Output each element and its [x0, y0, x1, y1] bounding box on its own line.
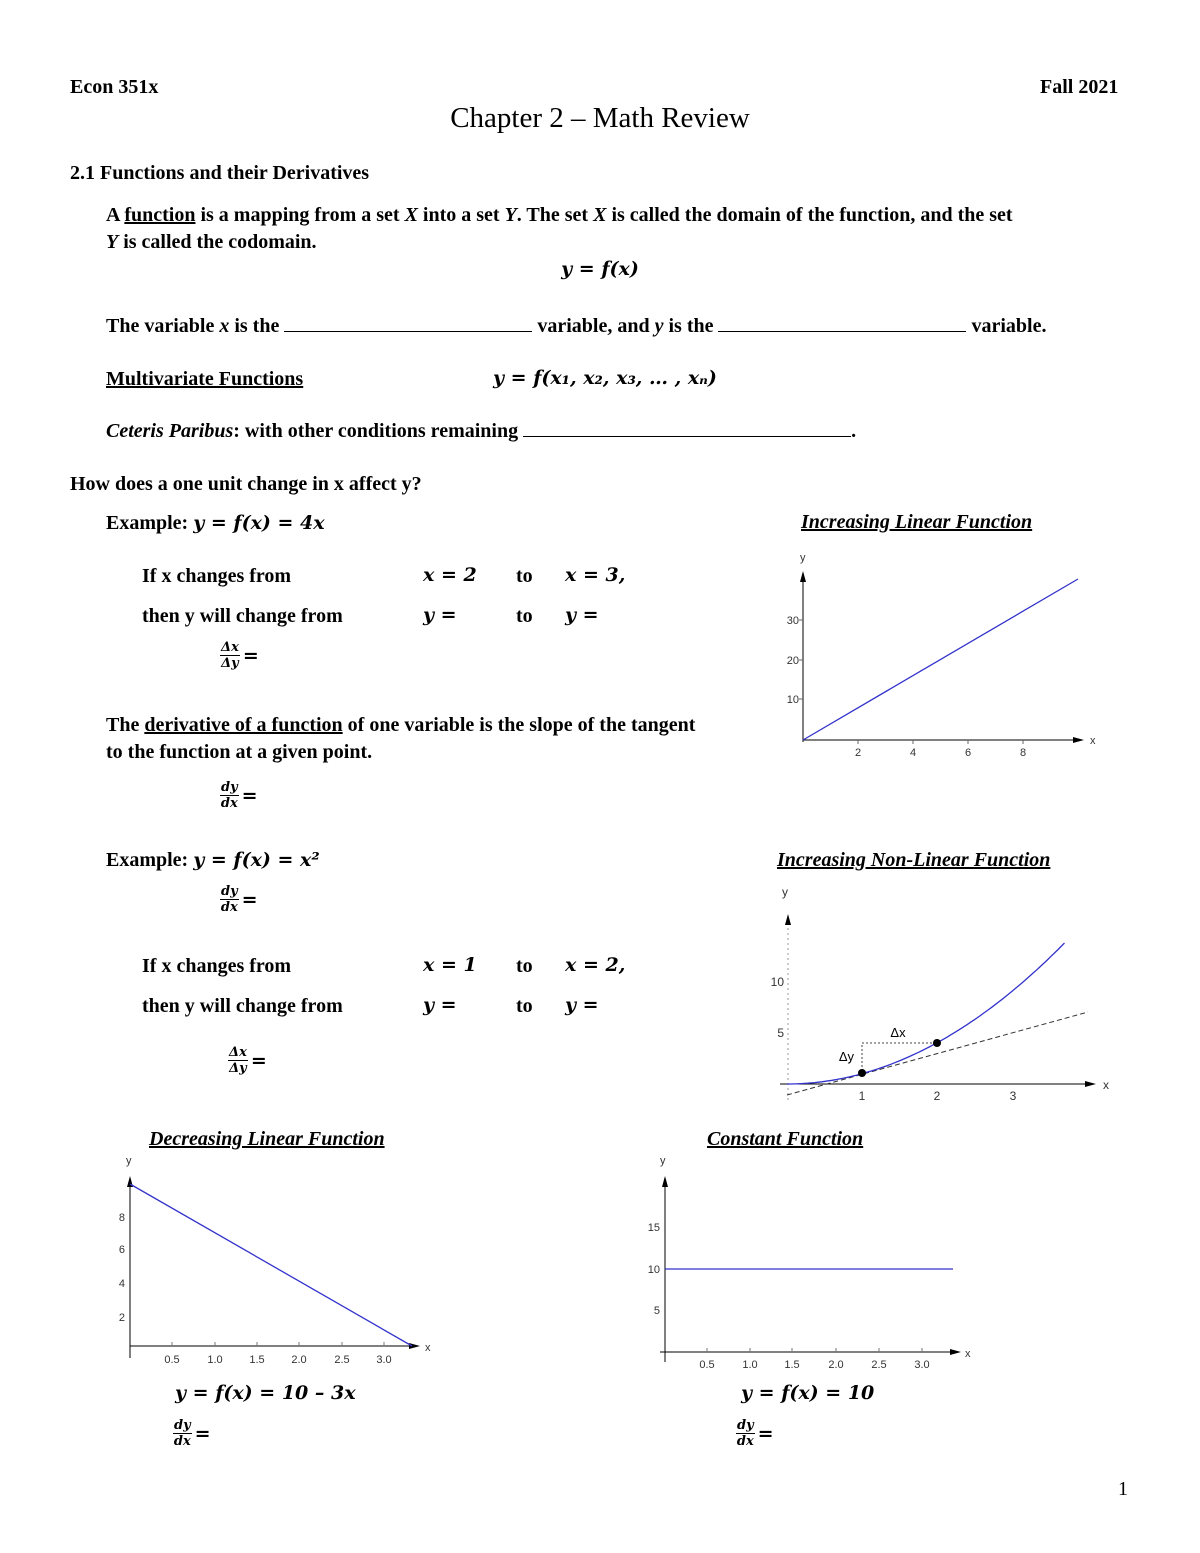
text-run: A — [106, 204, 125, 226]
x-tick-label: 2.5 — [871, 1359, 887, 1370]
function-curve — [787, 943, 1065, 1084]
y-ticks — [119, 1212, 125, 1324]
delta-x-label: Δx — [890, 1025, 906, 1040]
set-y: Y — [504, 204, 517, 226]
function-definition-line2 — [106, 230, 317, 254]
tick-marks — [707, 1348, 922, 1352]
x-axis-arrow — [1085, 1081, 1096, 1087]
frac-numerator: dy — [221, 884, 238, 899]
x-tick-label: 3.0 — [914, 1359, 930, 1370]
ex1-row2-from: y = — [423, 604, 457, 626]
x-tick-label: 2 — [854, 747, 862, 759]
y-axis-arrow — [800, 571, 806, 582]
ex1-row1-text: If x changes from — [142, 565, 292, 587]
ex2-row1-to-word: to — [516, 955, 533, 977]
x-ticks — [699, 1359, 929, 1370]
y-axis-label: y — [126, 1155, 132, 1167]
chart3-title: Decreasing Linear Function — [149, 1128, 385, 1150]
chart-increasing-nonlinear — [760, 880, 1120, 1105]
ex2-row1-from: x = 1 — [423, 954, 477, 976]
term-label: Fall 2021 — [1040, 76, 1119, 98]
tick-marks — [172, 1342, 384, 1346]
chart-decreasing-linear — [100, 1150, 445, 1370]
decreasing-derivative — [173, 1418, 211, 1449]
example-label: Example: — [106, 849, 194, 871]
example-label: Example: — [106, 512, 194, 534]
x-tick-label: 1.5 — [784, 1359, 800, 1370]
text-run: . — [851, 420, 857, 442]
set-y: Y — [106, 231, 119, 253]
equals-sign: = — [250, 1049, 267, 1072]
example2-equation: y = f(x) = x² — [193, 849, 320, 871]
blank-dependent — [718, 313, 966, 332]
frac-denominator: dx — [736, 1434, 754, 1449]
equals-sign: = — [757, 1422, 774, 1445]
x-axis-arrow — [1073, 737, 1084, 743]
function-line — [130, 1184, 412, 1346]
x-tick-label: 2.5 — [334, 1354, 350, 1366]
chart1-title: Increasing Linear Function — [801, 511, 1033, 533]
derivative-term: derivative of a function — [144, 714, 343, 736]
ex1-row1-from: x = 2 — [423, 564, 477, 586]
ex2-row1-to: x = 2, — [565, 954, 626, 976]
text-run: . The set — [516, 204, 594, 226]
derivative-ratio — [220, 780, 258, 811]
frac-denominator: dx — [220, 796, 238, 811]
frac-denominator: Δy — [221, 656, 239, 671]
derivative-definition — [106, 713, 695, 737]
y-tick-label: 10 — [770, 975, 784, 989]
example1-equation: y = f(x) = 4x — [193, 512, 325, 534]
x-tick-label: 1.0 — [207, 1354, 223, 1366]
x-axis-label: x — [1103, 1078, 1109, 1092]
y-tick-label: 10 — [647, 1264, 660, 1276]
ex2-row2-text: then y will change from — [142, 995, 343, 1017]
ex2-row2-to: y = — [565, 994, 599, 1016]
y-axis-label: y — [782, 885, 788, 899]
section-heading: 2.1 Functions and their Derivatives — [70, 162, 370, 184]
frac-denominator: dx — [173, 1434, 191, 1449]
ex1-row2-to: y = — [565, 604, 599, 626]
text-run: is called the codomain. — [118, 231, 317, 253]
x-axis-label: x — [1090, 735, 1096, 747]
derivative-definition-line2: to the function at a given point. — [106, 741, 373, 763]
x-tick-label: 3 — [1009, 1089, 1017, 1103]
y-ticks — [787, 615, 799, 706]
text-run: The variable — [106, 315, 220, 337]
multivariate-label: Multivariate Functions — [106, 368, 304, 390]
point-x1 — [858, 1069, 866, 1077]
var-x: x — [219, 315, 230, 337]
ceteris-paribus-term: Ceteris Paribus — [106, 420, 234, 442]
y-tick-label: 20 — [786, 655, 799, 667]
ceteris-paribus — [106, 418, 856, 443]
equals-sign: = — [241, 888, 258, 911]
page-title: Chapter 2 – Math Review — [450, 102, 750, 134]
ex2-delta-ratio — [228, 1045, 267, 1076]
frac-denominator: dx — [220, 900, 238, 915]
text-run: is the — [229, 315, 285, 337]
ex2-derivative-ratio — [220, 884, 258, 915]
decreasing-equation: y = f(x) = 10 – 3x — [175, 1382, 356, 1404]
chart2-title: Increasing Non-Linear Function — [777, 849, 1051, 871]
frac-numerator: dy — [221, 780, 238, 795]
ex1-row1-to-word: to — [516, 565, 533, 587]
y-axis-label: y — [660, 1155, 666, 1167]
text-run: variable, and — [532, 315, 655, 337]
y-tick-label: 15 — [647, 1222, 660, 1234]
x-tick-label: 2 — [933, 1089, 941, 1103]
text-run: variable. — [966, 315, 1047, 337]
x-ticks — [859, 1089, 1017, 1103]
chart-constant — [635, 1150, 980, 1370]
example1-heading — [106, 511, 325, 535]
x-tick-label: 1.0 — [742, 1359, 758, 1370]
ex2-row2-to-word: to — [516, 995, 533, 1017]
x-tick-label: 1.5 — [249, 1354, 265, 1366]
x-ticks — [164, 1354, 391, 1366]
x-tick-label: 0.5 — [164, 1354, 180, 1366]
page-number: 1 — [1118, 1478, 1128, 1500]
x-tick-label: 4 — [909, 747, 917, 759]
course-label: Econ 351x — [70, 76, 159, 98]
y-ticks — [771, 975, 785, 1040]
example2-heading — [106, 848, 320, 872]
blank-constant — [523, 418, 851, 437]
set-x: X — [404, 204, 418, 226]
equals-sign: = — [242, 644, 259, 667]
y-axis-label: y — [800, 552, 806, 564]
frac-numerator: Δx — [229, 1045, 247, 1060]
var-y: y — [654, 315, 664, 337]
y-tick-label: 2 — [118, 1312, 125, 1324]
ex2-row1-text: If x changes from — [142, 955, 292, 977]
text-run: of one variable is the slope of the tangent — [342, 714, 696, 736]
x-tick-label: 6 — [964, 747, 972, 759]
variable-sentence — [106, 313, 1046, 338]
tick-marks — [799, 620, 1023, 744]
text-run: : with other conditions remaining — [233, 420, 524, 442]
delta-y-label: Δy — [838, 1049, 854, 1064]
y-ticks — [648, 1222, 660, 1317]
main-equation: y = f(x) — [561, 258, 639, 280]
y-tick-label: 5 — [653, 1305, 660, 1317]
x-tick-label: 1 — [858, 1089, 866, 1103]
question: How does a one unit change in x affect y? — [70, 473, 422, 495]
constant-equation: y = f(x) = 10 — [741, 1382, 875, 1404]
x-axis-arrow — [950, 1349, 961, 1355]
multivariate-equation: y = f(x₁, x₂, x₃, … , xₙ) — [493, 367, 717, 389]
y-tick-label: 4 — [118, 1278, 125, 1290]
y-tick-label: 5 — [777, 1026, 784, 1040]
y-axis-arrow — [662, 1176, 668, 1187]
text-run: is the — [663, 315, 719, 337]
ex2-row2-from: y = — [423, 994, 457, 1016]
y-tick-label: 10 — [786, 694, 799, 706]
y-tick-label: 30 — [786, 615, 799, 627]
text-run: is a mapping from a set — [195, 204, 405, 226]
tangent-line — [787, 1012, 1088, 1095]
x-axis-label: x — [965, 1348, 971, 1360]
equals-sign: = — [194, 1422, 211, 1445]
function-term: function — [124, 204, 196, 226]
chart-increasing-linear — [770, 545, 1110, 760]
point-x2 — [933, 1039, 941, 1047]
text-run: is called the domain of the function, and the set — [606, 204, 1013, 226]
x-ticks — [855, 747, 1026, 759]
ex1-delta-ratio — [220, 640, 259, 671]
constant-derivative — [736, 1418, 774, 1449]
x-tick-label: 0.5 — [699, 1359, 715, 1370]
function-definition — [106, 203, 1013, 227]
x-tick-label: 2.0 — [828, 1359, 844, 1370]
text-run: The — [106, 714, 145, 736]
ex1-row2-to-word: to — [516, 605, 533, 627]
ex1-row2-text: then y will change from — [142, 605, 343, 627]
chart4-title: Constant Function — [707, 1128, 864, 1150]
x-tick-label: 2.0 — [291, 1354, 307, 1366]
x-tick-label: 3.0 — [376, 1354, 392, 1366]
y-axis-arrow — [785, 914, 791, 925]
function-line — [803, 579, 1078, 740]
x-axis-label: x — [425, 1342, 431, 1354]
frac-numerator: Δx — [221, 640, 239, 655]
set-x: X — [593, 204, 607, 226]
blank-independent — [284, 313, 532, 332]
frac-numerator: dy — [174, 1418, 191, 1433]
text-run: into a set — [417, 204, 505, 226]
equals-sign: = — [241, 784, 258, 807]
y-tick-label: 8 — [118, 1212, 125, 1224]
y-tick-label: 6 — [118, 1244, 125, 1256]
ex1-row1-to: x = 3, — [565, 564, 626, 586]
x-tick-label: 8 — [1019, 747, 1027, 759]
frac-denominator: Δy — [229, 1061, 247, 1076]
frac-numerator: dy — [737, 1418, 754, 1433]
x-axis-arrow — [409, 1343, 420, 1349]
